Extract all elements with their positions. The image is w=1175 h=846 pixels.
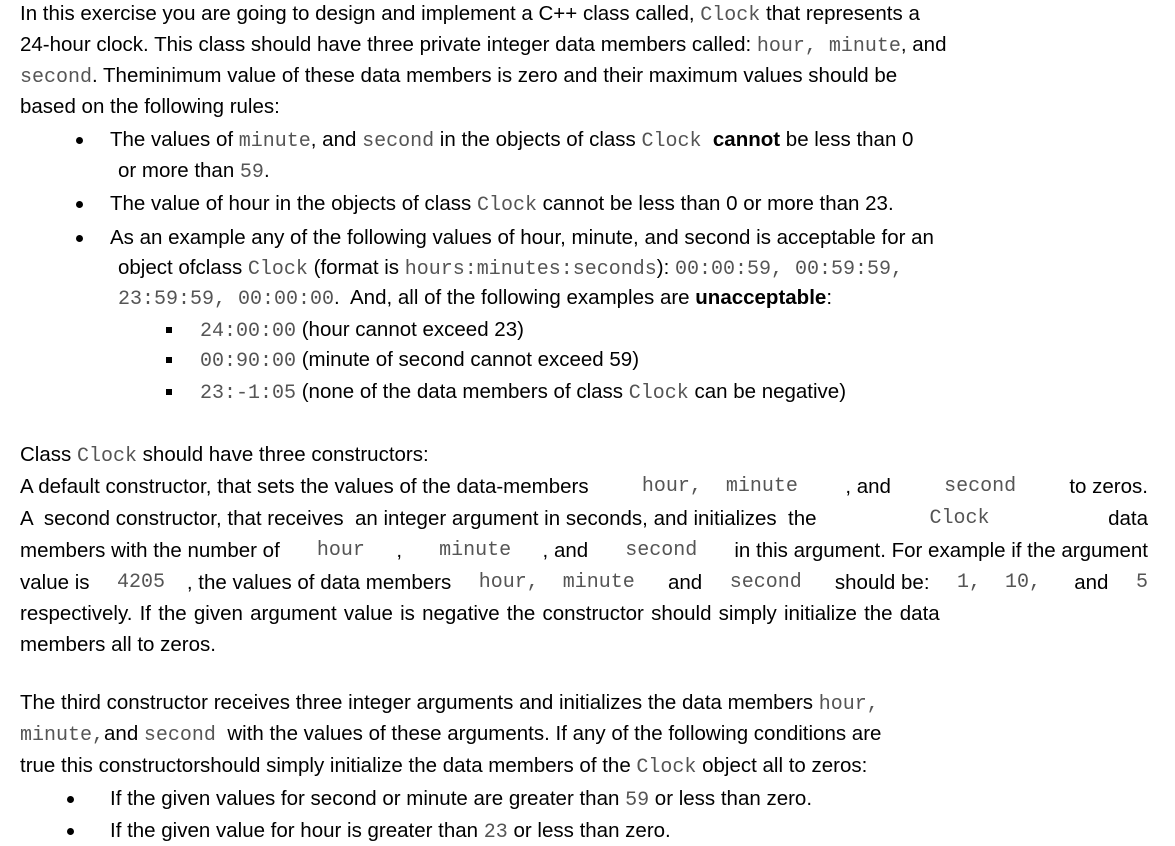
text: and bbox=[1062, 571, 1115, 594]
square-bullet-icon bbox=[166, 357, 172, 363]
constructors-heading bbox=[20, 442, 429, 468]
text: The value of hour in the objects of class bbox=[110, 192, 477, 215]
constructors-line-6: members all to zeros. bbox=[20, 633, 216, 656]
bullet-icon bbox=[76, 235, 83, 242]
text: ): bbox=[656, 256, 676, 279]
code: hour, minute bbox=[478, 571, 635, 594]
code: 23 bbox=[483, 821, 508, 844]
text: A second constructor, that receives an integer argument in seconds, and initializes the bbox=[20, 507, 823, 530]
sub-bullet-2 bbox=[200, 347, 639, 373]
text: object all to zeros: bbox=[696, 754, 868, 777]
code: 4205 bbox=[117, 571, 166, 594]
third-line-1 bbox=[20, 690, 879, 716]
intro-line-1 bbox=[20, 1, 920, 27]
text: be less than 0 bbox=[780, 128, 914, 151]
rule-3-line-a: As an example any of the following values of hour, minute, and second is acceptable for an bbox=[110, 226, 934, 249]
code: 1, 10, bbox=[957, 571, 1042, 594]
text: (format is bbox=[307, 256, 405, 279]
code: 59 bbox=[625, 789, 650, 812]
code: 23:-1:05 bbox=[200, 382, 297, 405]
text: cannot be less than 0 or more than 23. bbox=[536, 192, 894, 215]
text: to zeros. bbox=[1063, 475, 1148, 498]
text: 24-hour clock. This class should have three private integer data members called: bbox=[20, 33, 757, 56]
code-second: second bbox=[20, 66, 93, 89]
bullet-icon bbox=[76, 137, 83, 144]
code: Clock bbox=[628, 382, 689, 405]
code: second bbox=[729, 571, 802, 594]
bullet-icon bbox=[67, 796, 74, 803]
condition-2 bbox=[110, 818, 671, 844]
bold-text: cannot bbox=[712, 128, 781, 151]
text: in the objects of class bbox=[434, 128, 642, 151]
code: 59 bbox=[239, 161, 264, 184]
text: that represents a bbox=[760, 2, 920, 25]
text: true this constructorshould simply initialize the data members of the bbox=[20, 754, 637, 777]
code: Clock bbox=[636, 756, 697, 779]
text: . And, all of the following examples are bbox=[334, 286, 696, 309]
text: : bbox=[826, 286, 833, 309]
sub-bullet-1 bbox=[200, 317, 524, 343]
text: can be negative) bbox=[688, 380, 847, 403]
text bbox=[702, 128, 713, 151]
text: The third constructor receives three integer arguments and initializes the data members bbox=[20, 691, 819, 714]
rule-3-line-c bbox=[118, 285, 832, 311]
text: In this exercise you are going to design and implement a C++ class called, bbox=[20, 2, 701, 25]
code: 00:00:59, 00:59:59, bbox=[675, 258, 904, 281]
text: . Theminimum value of these data members is zero and their maximum values should be bbox=[92, 64, 898, 87]
code: second bbox=[625, 539, 698, 562]
text: or more than bbox=[118, 159, 240, 182]
text: If the given values for second or minute are greater than bbox=[110, 787, 626, 810]
text: with the values of these arguments. If any of the following conditions are bbox=[215, 722, 882, 745]
text: data bbox=[1096, 507, 1148, 530]
third-line-3 bbox=[20, 753, 867, 779]
text: should be: bbox=[823, 571, 936, 594]
rule-2 bbox=[110, 191, 894, 217]
text: , and bbox=[542, 539, 594, 562]
third-line-2 bbox=[20, 721, 881, 747]
code: minute, bbox=[20, 724, 105, 747]
constructors-line-3 bbox=[20, 538, 1148, 564]
text: , the values of data members bbox=[186, 571, 457, 594]
code: Clock bbox=[476, 194, 537, 217]
code: hour bbox=[316, 539, 365, 562]
code: hours:minutes:seconds bbox=[404, 258, 657, 281]
rule-3-line-b bbox=[118, 255, 903, 281]
text: , and bbox=[310, 128, 363, 151]
text: The values of bbox=[110, 128, 239, 151]
text: in this argument. For example if the argument bbox=[728, 539, 1148, 562]
sub-bullet-3 bbox=[200, 379, 846, 405]
code: 5 bbox=[1135, 571, 1148, 594]
code: second bbox=[944, 475, 1017, 498]
text: (none of the data members of class bbox=[296, 380, 629, 403]
constructors-line-2 bbox=[20, 506, 1148, 532]
intro-line-4: based on the following rules: bbox=[20, 95, 280, 118]
text: A default constructor, that sets the values of the data-members bbox=[20, 475, 595, 498]
square-bullet-icon bbox=[166, 327, 172, 333]
text: members with the number of bbox=[20, 539, 286, 562]
code: minute bbox=[238, 130, 311, 153]
text: If the given value for hour is greater than bbox=[110, 819, 484, 842]
code: Clock bbox=[929, 507, 990, 530]
constructors-line-1 bbox=[20, 474, 1148, 500]
constructors-line-4 bbox=[20, 570, 1148, 596]
rule-1-line-b bbox=[118, 158, 270, 184]
code: 23:59:59, 00:00:00 bbox=[118, 288, 335, 311]
text: . bbox=[263, 159, 270, 182]
code: Clock bbox=[641, 130, 702, 153]
rule-1-line-a bbox=[110, 127, 913, 153]
code: minute bbox=[439, 539, 512, 562]
code: Clock bbox=[247, 258, 308, 281]
code-clock: Clock bbox=[700, 4, 761, 27]
text: , and bbox=[900, 33, 947, 56]
text: or less than zero. bbox=[649, 787, 813, 810]
square-bullet-icon bbox=[166, 389, 172, 395]
code: Clock bbox=[76, 445, 137, 468]
condition-1 bbox=[110, 786, 812, 812]
bold-text: unacceptable bbox=[695, 286, 827, 309]
text: and bbox=[656, 571, 708, 594]
code: second bbox=[362, 130, 435, 153]
code: 00:90:00 bbox=[200, 350, 297, 373]
code: hour, minute bbox=[641, 475, 798, 498]
text: (minute of second cannot exceed 59) bbox=[296, 348, 640, 371]
text: object ofclass bbox=[118, 256, 248, 279]
code: second bbox=[143, 724, 216, 747]
text: value is bbox=[20, 571, 96, 594]
text: should have three constructors: bbox=[136, 443, 429, 466]
bullet-icon bbox=[67, 828, 74, 835]
text: , and bbox=[845, 475, 897, 498]
constructors-line-5: respectively. If the given argument value is negative the constructor should simply initialize the data bbox=[20, 602, 940, 625]
text: and bbox=[104, 722, 144, 745]
text: or less than zero. bbox=[507, 819, 671, 842]
intro-line-3 bbox=[20, 63, 897, 89]
code: hour, bbox=[818, 693, 879, 716]
code: 24:00:00 bbox=[200, 320, 297, 343]
text: (hour cannot exceed 23) bbox=[296, 318, 524, 341]
text: , bbox=[396, 539, 408, 562]
bullet-icon bbox=[76, 201, 83, 208]
code-members: hour, minute bbox=[756, 35, 901, 58]
text: Class bbox=[20, 443, 77, 466]
intro-line-2 bbox=[20, 32, 947, 58]
